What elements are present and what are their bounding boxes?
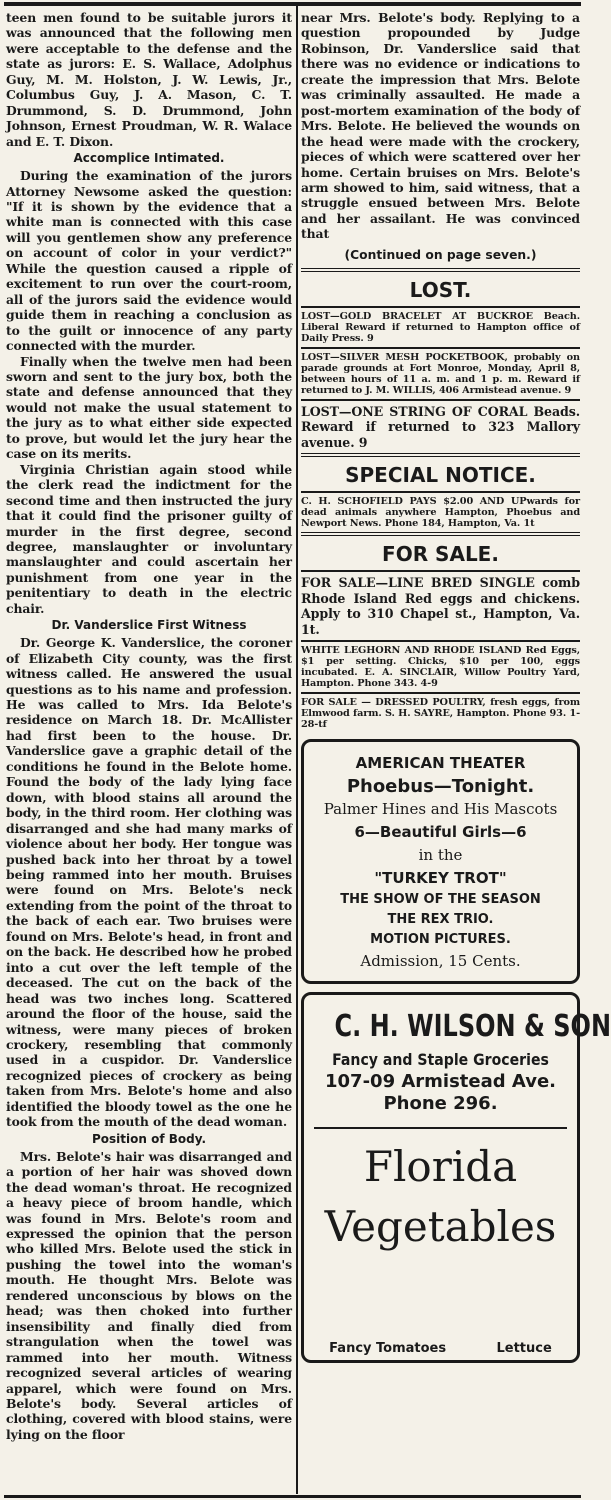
grocery-address: 107-09 Armistead Ave. [325, 1071, 556, 1093]
grocery-ad [301, 992, 611, 1363]
ad-text: LOST—SILVER MESH POCKETBOOK, probably on parade grounds at Fort Monroe, Monday, April 8, between hours of 11 a. m. and 1 p. m. Reward if returned to J. M. WILLIS, 406 Armistead avenue. 9 [301, 351, 580, 396]
column-rule [296, 6, 298, 1494]
grocery-item: Lettuce [496, 1341, 552, 1357]
theater-line: MOTION PICTURES. [370, 932, 511, 948]
theater-show-title: "TURKEY TROT" [374, 869, 507, 888]
ad-text: WHITE LEGHORN AND RHODE ISLAND Red Eggs, $1 per setting. Chicks, $10 per 100, eggs incubated. E. A. SINCLAIR, Willow Poultry Yard, Hampton. Phone 343. 4-9 [301, 645, 580, 690]
theater-admission: Admission, 15 Cents. [360, 952, 521, 971]
classified-ad [301, 491, 580, 532]
for-sale-heading: FOR SALE. [301, 532, 580, 570]
subheading: Dr. Vanderslice First Witness [51, 618, 247, 633]
theater-when: Phoebus—Tonight. [346, 776, 535, 798]
classified-ad [301, 570, 580, 640]
ad-text: FOR SALE — DRESSED POULTRY, fresh eggs, from Elmwood farm. S. H. SAYRE, Hampton. Phone 93. 1-28-tf [301, 697, 580, 731]
right-column [301, 10, 611, 1492]
classified-ad [301, 692, 580, 733]
classified-ad [301, 347, 580, 399]
classified-ad [301, 306, 580, 347]
special-notice-heading: SPECIAL NOTICE. [301, 453, 580, 491]
article-paragraph: Finally when the twelve men had been sworn and sent to the jury box, both the state and defense announced that they would not make the usual statement to the jury as to what either side expected to prove, but would let the jury hear the case on its merits. [6, 353, 292, 462]
ad-text: C. H. SCHOFIELD PAYS $2.00 AND UPwards for dead animals anywhere Hampton, Phoebus and Newport News. Phone 184, Hampton, Va. 1t [301, 496, 580, 530]
article-paragraph: teen men found to be suitable jurors it was announced that the following men were acceptable to the defense and the state as jurors: E. S. Wallace, Adolphus Guy, M. M. Holston, J. W. Lewis, Jr., Columbus Guy, J. A. Mason, C. T. Drummond, S. D. Drummond, John Johnson, Ernest Proudman, W. R. Walace and E. T. Dixon. [6, 10, 292, 149]
grocery-phone: Phone 296. [383, 1093, 498, 1115]
subheading: Position of Body. [91, 1131, 206, 1146]
article-paragraph: Dr. George K. Vanderslice, the coroner of Elizabeth City county, was the first witness called. He answered the usual questions as to his name and profession. He was called to Mrs. Ida Belote's residence on March 18. Dr. McAllister had first been to the house. Dr. Vanderslice gave a graphic detail of the conditions he found in the Belote home. Found the body of the lady lying face down, with blood stains all around the body, in the third room. Her clothing was disarranged and she had many marks of violence about her body. Her tongue was pushed back into her throat by a towel being rammed into her mouth. Bruises were found on Mrs. Belote's neck extending from the point of the throat to the back of each ear. Two bruises were found on Mrs. Belote's head, in front and on the back. He described how he probed into a cut over the left temple of the deceased. The cut on the back of the head was two inches long. Scattered around the floor of the house, said the witness, were many pieces of broken crockery, resembling that commonly used in a cuspidor. Dr. Vanderslice recognized pieces of crockery as being taken from Mrs. Belote's home and also identified the bloody towel as the one he took from the mouth of the dead woman. [6, 635, 292, 1130]
article-paragraph: Virginia Christian again stood while the clerk read the indictment for the second time and then instructed the jury that it could find the prisoner guilty of murder in the first degree, second degree, manslaughter or involuntary manslaughter and could ascertain her punishment from one year in the penitentiary to death in the electric chair. [6, 461, 292, 616]
grocery-items [304, 1341, 577, 1356]
theater-line: THE REX TRIO. [387, 912, 494, 928]
left-column [6, 10, 292, 1492]
grocery-line: Fancy and Staple Groceries [332, 1050, 549, 1070]
theater-line: Palmer Hines and His Mascots [323, 800, 558, 819]
continued-notice: (Continued on page seven.) [344, 247, 537, 262]
theater-line: THE SHOW OF THE SEASON [340, 892, 541, 908]
theater-line: 6—Beautiful Girls—6 [354, 823, 527, 842]
lost-heading: LOST. [301, 268, 580, 306]
article-paragraph: Mrs. Belote's hair was disarranged and a portion of her hair was shoved down the dead woman's throat. He recognized a heavy piece of broom handle, which was found in Mrs. Belote's room and expressed the opinion that the person who killed Mrs. Belote used the stick in pushing the towel into the woman's mouth. He thought Mrs. Belote was rendered unconscious by blows on the head; was then choked into further insensibility and finally died from strangulation when the towel was rammed into her mouth. Witness recognized several articles of wearing apparel, which were found on Mrs. Belote's body. Several articles of clothing, covered with blood stains, were lying on the floor [6, 1148, 292, 1442]
vegetables-heading: Vegetables [324, 1202, 557, 1252]
grocery-item: Fancy Tomatoes [329, 1341, 447, 1357]
classified-ad [301, 399, 580, 454]
bottom-rule [4, 1495, 581, 1498]
ad-text: LOST—GOLD BRACELET AT BUCKROE Beach. Liberal Reward if returned to Hampton office of Daily Press. 9 [301, 310, 580, 344]
top-rule [4, 2, 581, 6]
ad-divider [314, 1127, 567, 1129]
theater-line: in the [418, 846, 463, 865]
florida-heading: Florida [363, 1142, 518, 1192]
ad-text: FOR SALE—LINE BRED SINGLE comb Rhode Island Red eggs and chickens. Apply to 310 Chapel st., Hampton, Va. 1t. [301, 575, 580, 637]
theater-name: AMERICAN THEATER [355, 754, 526, 773]
article-paragraph: near Mrs. Belote's body. Replying to a question propounded by Judge Robinson, Dr. Vanderslice said that there was no evidence or indications to create the impression that Mrs. Belote was criminally assaulted. He made a post-mortem examination of the body of Mrs. Belote. He believed the wounds on the head were made with the crockery, pieces of which were scattered over her home. Certain bruises on Mrs. Belote's arm showed to him, said witness, that a struggle ensued between Mrs. Belote and her assailant. He was convinced that [301, 10, 580, 242]
article-paragraph: During the examination of the jurors Attorney Newsome asked the question: "If it is shown by the evidence that a white man is connected with this case will you gentlemen show any preference on account of color in your verdict?" While the question caused a ripple of excitement to run over the court-room, all of the jurors said the evidence would guide them in reaching a conclusion as to the guilt or innocence of any party connected with the murder. [6, 168, 292, 354]
ad-text: LOST—ONE STRING OF CORAL Beads. Reward if returned to 323 Mallory avenue. 9 [301, 403, 580, 450]
subheading: Accomplice Intimated. [73, 151, 225, 166]
grocery-name: C. H. WILSON & SON [334, 1009, 611, 1045]
theater-ad [301, 739, 580, 984]
classified-ad [301, 640, 580, 692]
